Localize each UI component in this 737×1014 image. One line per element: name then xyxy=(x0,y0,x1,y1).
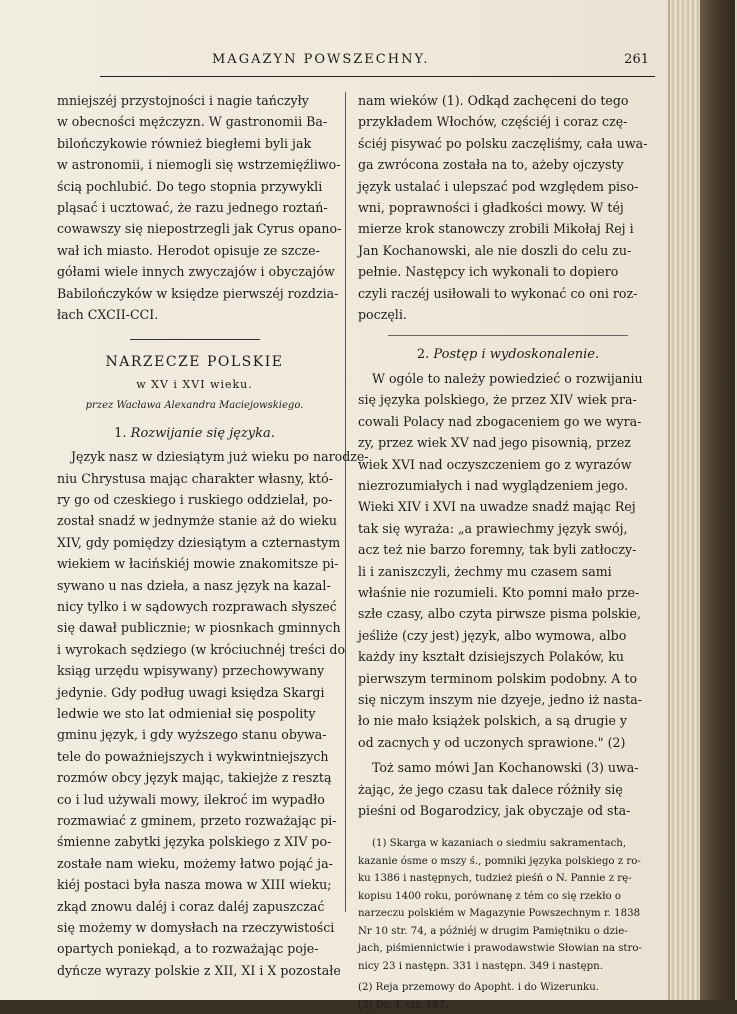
body-paragraph xyxy=(358,368,658,753)
text-line: Nr 10 str. 74, a późniéj w drugim Pamiętniku o dzie- xyxy=(358,925,628,937)
text-line: czyli raczéj usiłowali to wykonać co oni roz- xyxy=(358,285,638,301)
text-line: szłe czasy, albo czyta pirwsze pisma polskie, xyxy=(358,606,642,622)
text-line: łach CXCII-CCI. xyxy=(57,307,159,323)
footnote-3: (3) Dz. I. str. 187. xyxy=(358,999,449,1011)
text-line: XIV, gdy pomiędzy dziesiątym a czternastym xyxy=(57,534,341,550)
text-line: co i lud używali mowy, ilekroć im wypadło xyxy=(57,791,325,807)
text-line: cowawszy się niepostrzegli jak Cyrus opano- xyxy=(57,221,342,237)
text-line: acz też nie barzo foremny, tak byli zatłoczy- xyxy=(358,542,637,558)
text-line: zy, przez wiek XV nad jego pisownią, przez xyxy=(358,435,631,451)
text-line: w obecności mężczyzn. W gastronomii Ba- xyxy=(57,114,328,130)
chapter-title: NARZECZE POLSKIE xyxy=(105,354,284,371)
text-line: Język nasz w dziesiątym już wieku po narodze- xyxy=(71,449,369,465)
author-line: przez Wacława Alexandra Maciejowskiego. xyxy=(85,400,304,412)
section-number: 2. xyxy=(416,347,430,363)
text-line: pieśni od Bogarodzicy, jak obyczaje od sta- xyxy=(358,803,631,818)
section-separator xyxy=(388,335,628,336)
book-spine xyxy=(700,0,735,1000)
text-line: Toż samo mówi Jan Kochanowski (3) uwa- xyxy=(372,760,639,776)
text-line: ledwie we sto lat odmieniał się pospolity xyxy=(57,705,316,721)
text-line: i wyrokach sędziego (w króciuchnéj treści do xyxy=(57,641,346,657)
text-line: się dawał publicznie; w piosnkach gminnych xyxy=(57,620,341,636)
text-line: cowali Polacy nad zbogaceniem go we wyra- xyxy=(358,413,642,429)
body-paragraph xyxy=(57,446,369,981)
text-line: narzeczu polskiém w Magazynie Powszechnym r. 1838 xyxy=(358,908,641,920)
text-line: rozmawiać z gminem, przeto rozważając pi- xyxy=(57,813,337,828)
text-line: ło nie mało książek polskich, a są drugie y xyxy=(358,713,628,729)
magazine-title: MAGAZYN POWSZECHNY. xyxy=(212,52,430,67)
section-separator xyxy=(130,339,260,340)
left-column xyxy=(57,90,369,981)
page-number: 261 xyxy=(624,52,649,67)
text-line: w astronomii, i niemogli się wstrzemięźliwo- xyxy=(57,157,341,173)
text-line: rozmów obcy język mając, takiejże z resztą xyxy=(57,770,332,786)
text-line: Babilończyków w księdze pierwszéj rozdzia- xyxy=(57,285,339,301)
text-line: Jan Kochanowski, ale nie doszli do celu zu- xyxy=(358,242,632,258)
text-line: ściéj pisywać po polsku zaczęliśmy, cała uwa- xyxy=(358,135,648,151)
footnotes xyxy=(358,835,658,975)
section-title: Rozwijanie się języka. xyxy=(130,425,275,441)
text-line: się języka polskiego, że przez XIV wiek pra- xyxy=(358,392,637,408)
section-title: Postęp i wydoskonalenie. xyxy=(433,347,600,363)
footnote-2: (2) Reja przemowy do Apopht. i do Wizerunku. xyxy=(358,982,599,994)
continued-paragraph xyxy=(358,90,658,325)
text-line: zkąd znowu daléj i coraz daléj zapuszczać xyxy=(57,898,325,914)
text-line: sywano u nas dzieła, a nasz język na kazal- xyxy=(57,577,331,593)
text-line: niezrozumiałych i nad wyglądzeniem jego. xyxy=(358,477,629,493)
body-paragraph xyxy=(358,757,658,821)
text-line: ksiąg urzędu wpisywany) przechowywany xyxy=(57,663,325,679)
text-line: Wieki XIV i XVI na uwadze snadź mając Rej xyxy=(358,499,636,515)
text-line: tele do poważniejszych i wykwintniejszych xyxy=(57,748,329,764)
text-line: język ustalać i ulepszać pod względem piso- xyxy=(358,178,639,194)
text-line: kopisu 1400 roku, porównanę z tém co się rzekło o xyxy=(358,890,622,902)
text-line: kiéj postaci była nasza mowa w XIII wieku; xyxy=(57,877,332,893)
section-heading-1 xyxy=(57,423,332,444)
column-divider xyxy=(345,92,346,912)
text-line: został snadź w jednymże stanie aż do wieku xyxy=(57,513,338,529)
section-number: 1. xyxy=(114,425,127,441)
text-line: nam wieków (1). Odkąd zachęceni do tego xyxy=(358,93,629,108)
text-line: żając, że jego czasu tak dalece różniły się xyxy=(358,781,623,797)
text-line: gminu język, i gdy wyższego stanu obywa- xyxy=(57,727,327,743)
text-line: się niczym inszym nie dzyeje, jedno iż nasta- xyxy=(358,691,643,707)
text-line: wiekiem w łacińskiéj mowie znakomitsze pi- xyxy=(57,556,339,572)
chapter-subtitle: w XV i XVI wieku. xyxy=(136,377,253,391)
text-line: przykładem Włochów, częściéj i coraz czę- xyxy=(358,114,628,130)
text-line: zostałe nam wieku, możemy łatwo pojąć ja- xyxy=(57,855,333,871)
text-line: jach, piśmiennictwie i prawodawstwie Słowian na stro- xyxy=(358,943,642,955)
text-line: bilończykowie również biegłemi byli jak xyxy=(57,135,312,151)
text-line: nicy 23 i następn. 331 i następn. 349 i następn. xyxy=(358,960,603,972)
text-line: śmienne zabytki języka polskiego z XIV po- xyxy=(57,834,332,850)
text-line: dyńcze wyrazy polskie z XII, XI i X pozostałe xyxy=(57,962,341,978)
text-line: poczęli. xyxy=(358,307,407,323)
text-line: gółami wiele innych zwyczajów i obyczajów xyxy=(57,264,335,280)
header-rule xyxy=(100,76,655,77)
text-line: pełnie. Następcy ich wykonali to dopiero xyxy=(358,264,619,280)
text-line: każdy iny kształt dzisiejszych Polaków, ku xyxy=(358,649,624,665)
intro-paragraph xyxy=(57,90,342,325)
text-line: ga zwrócona została na to, ażeby ojczysty xyxy=(358,157,624,173)
text-line: opartych poniekąd, a to rozważając poje- xyxy=(57,941,319,957)
text-line: jeśliże (czy jest) język, albo wymowa, albo xyxy=(358,627,627,643)
text-line: wał ich miasto. Herodot opisuje ze szcze- xyxy=(57,242,320,258)
text-line: mierze krok stanowczy zrobili Mikołaj Rej i xyxy=(358,221,634,237)
text-line: wni, poprawności i gładkości mowy. W téj xyxy=(358,200,624,216)
text-line: od zacnych y od uczonych sprawione." (2) xyxy=(358,734,626,750)
text-line: ry go od czeskiego i ruskiego oddzielał, po- xyxy=(57,491,333,507)
text-line: ścią pochlubić. Do tego stopnia przywykli xyxy=(57,178,323,194)
text-line: niu Chrystusa mając charakter własny, któ- xyxy=(57,470,333,486)
text-line: (1) Skarga w kazaniach o siedmiu sakramentach, xyxy=(372,838,627,850)
text-line: tak się wyraża: „a prawiechmy język swój, xyxy=(358,520,628,536)
text-line: się możemy w domysłach na rzeczywistości xyxy=(57,920,335,936)
text-line: właśnie nie rozumieli. Kto pomni mało prze- xyxy=(358,584,640,600)
text-line: mniejszéj przystojności i nagie tańczyły xyxy=(57,93,309,108)
running-header xyxy=(110,52,655,74)
text-line: pierwszym terminom polskim podobny. A to xyxy=(358,670,638,686)
text-line: nicy tylko i w sądowych rozprawach słyszeć xyxy=(57,598,337,614)
text-line: wiek XVI nad oczyszczeniem go z wyrazów xyxy=(358,456,632,472)
text-line: pląsać i ucztować, że razu jednego roztań- xyxy=(57,200,328,216)
text-line: li i zaniszczyli, żechmy mu czasem sami xyxy=(358,563,612,579)
text-line: kazanie ósme o mszy ś., pomniki języka polskiego z ro- xyxy=(358,855,641,867)
text-line: W ogóle to należy powiedzieć o rozwijaniu xyxy=(372,370,643,386)
section-heading-2 xyxy=(358,344,658,365)
text-line: ku 1386 i następnych, tudzież pieśń o N. Pannie z rę- xyxy=(358,873,632,885)
text-line: jedynie. Gdy podług uwagi księdza Skargi xyxy=(57,684,325,700)
right-column xyxy=(358,90,658,1014)
